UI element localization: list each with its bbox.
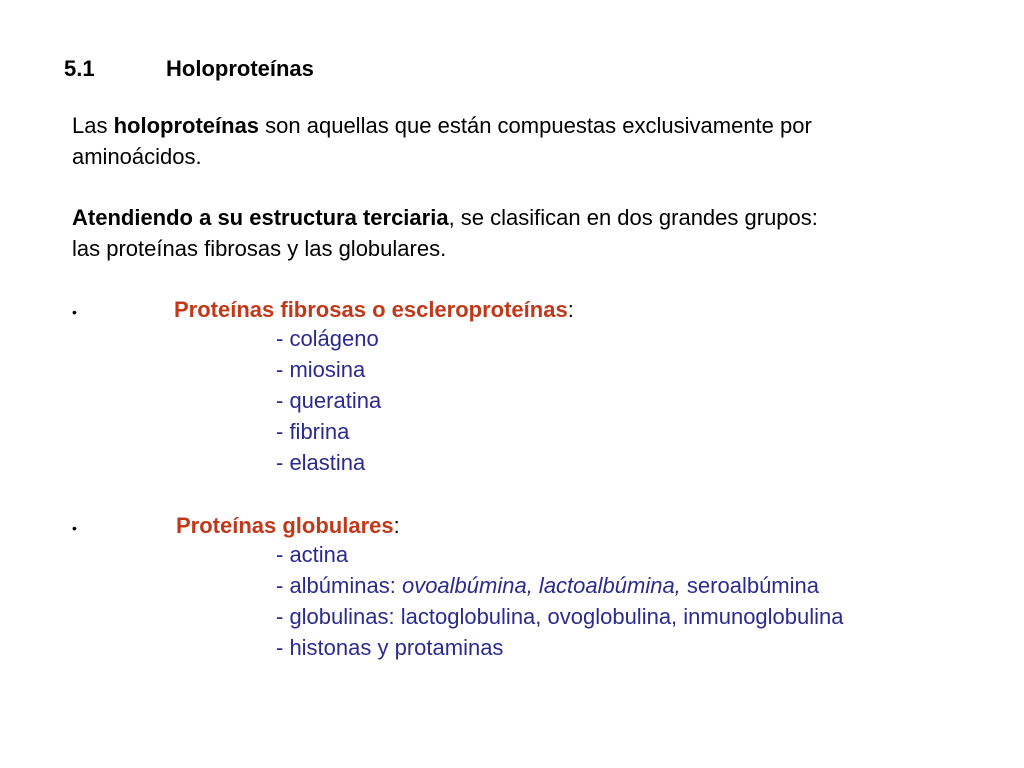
- albuminas-label: - albúminas:: [276, 573, 402, 598]
- intro-text-post: son aquellas que están compuestas exclusivamente por: [259, 113, 812, 138]
- fibrous-list: [276, 323, 381, 478]
- intro-paragraph: [72, 110, 812, 172]
- albuminas-italic: ovoalbúmina, lactoalbúmina,: [401, 573, 681, 598]
- globular-bullet: •: [72, 520, 77, 536]
- globular-title-text: Proteínas globulares: [176, 513, 394, 538]
- list-item: - actina: [276, 542, 349, 567]
- list-item: - fibrina: [276, 419, 350, 444]
- globular-colon: :: [393, 513, 400, 538]
- list-item: - histonas y protaminas: [276, 635, 504, 660]
- section-title: Holoproteínas: [166, 56, 314, 81]
- list-item: - globulinas: lactoglobulina, ovoglobulina, inmunoglobulina: [276, 604, 844, 629]
- intro-line-2: aminoácidos.: [72, 144, 202, 169]
- list-item: - miosina: [276, 357, 366, 382]
- intro-line-1: [72, 110, 812, 141]
- list-item: - queratina: [276, 388, 382, 413]
- albuminas-rest: seroalbúmina: [680, 573, 819, 598]
- globular-title: [176, 510, 400, 541]
- intro-text-pre: Las: [72, 113, 114, 138]
- list-item: [276, 570, 844, 601]
- fibrous-colon: :: [567, 297, 574, 322]
- intro-bold-term: holoproteínas: [113, 113, 260, 138]
- classification-line-2: las proteínas fibrosas y las globulares.: [72, 236, 447, 261]
- globular-list: [276, 539, 844, 663]
- classification-bold: Atendiendo a su estructura terciaria: [72, 205, 449, 230]
- fibrous-title-text: Proteínas fibrosas o escleroproteínas: [174, 297, 568, 322]
- classification-line-1: [72, 202, 818, 233]
- list-item: - colágeno: [276, 326, 379, 351]
- section-number: 5.1: [64, 56, 95, 81]
- fibrous-bullet: •: [72, 304, 77, 320]
- classification-text-post: , se clasifican en dos grandes grupos:: [448, 205, 818, 230]
- fibrous-title: [174, 294, 574, 325]
- classification-paragraph: [72, 202, 818, 264]
- list-item: - elastina: [276, 450, 366, 475]
